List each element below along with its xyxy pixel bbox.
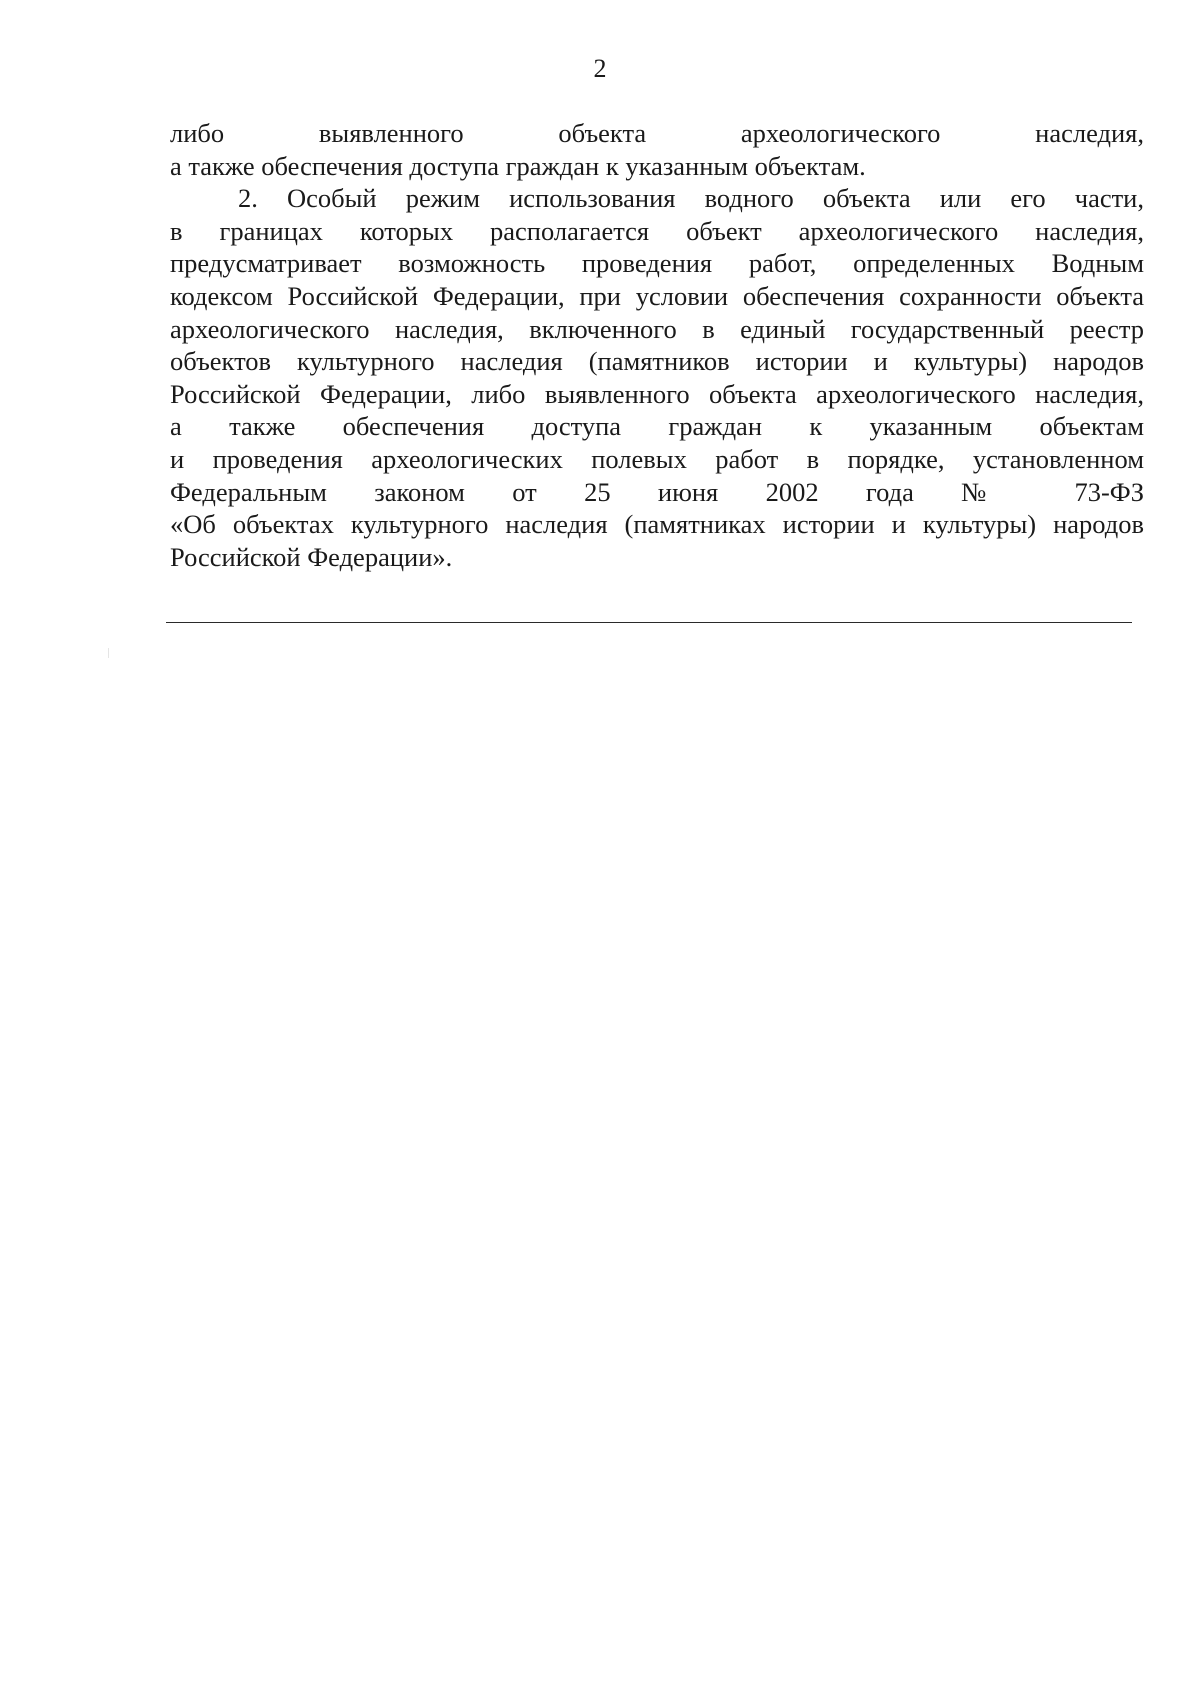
paragraph-2-first-line: 2. Особый режим использования водного объекта или его части, [238,183,1144,214]
text-line: Российской Федерации». [170,541,453,572]
text-line: объектов культурного наследия (памятников истории и культуры) народов [170,346,1144,377]
page-number: 2 [593,54,607,83]
scan-artifact [108,648,109,658]
text-line: предусматривает возможность проведения работ, определенных Водным [170,248,1144,279]
text-line: «Об объектах культурного наследия (памятниках истории и культуры) народов [170,509,1144,540]
text-line: Российской Федерации, либо выявленного объекта археологического наследия, [170,378,1144,409]
text-line: и проведения археологических полевых работ в порядке, установленном [170,443,1144,474]
text-line: в границах которых располагается объект археологического наследия, [170,215,1144,246]
end-of-text-rule [166,622,1132,623]
text-line: либо выявленного объекта археологического наследия, [170,118,1144,148]
text-line: а также обеспечения доступа граждан к указанным объектам. [170,150,866,181]
text-line: а также обеспечения доступа граждан к указанным объектам [170,411,1144,442]
text-line: Федеральным законом от 25 июня 2002 года № 73-ФЗ [170,476,1144,507]
text-line: археологического наследия, включенного в единый государственный реестр [170,313,1144,344]
document-body [170,117,1144,573]
text-line: кодексом Российской Федерации, при условии обеспечения сохранности объекта [170,280,1144,311]
